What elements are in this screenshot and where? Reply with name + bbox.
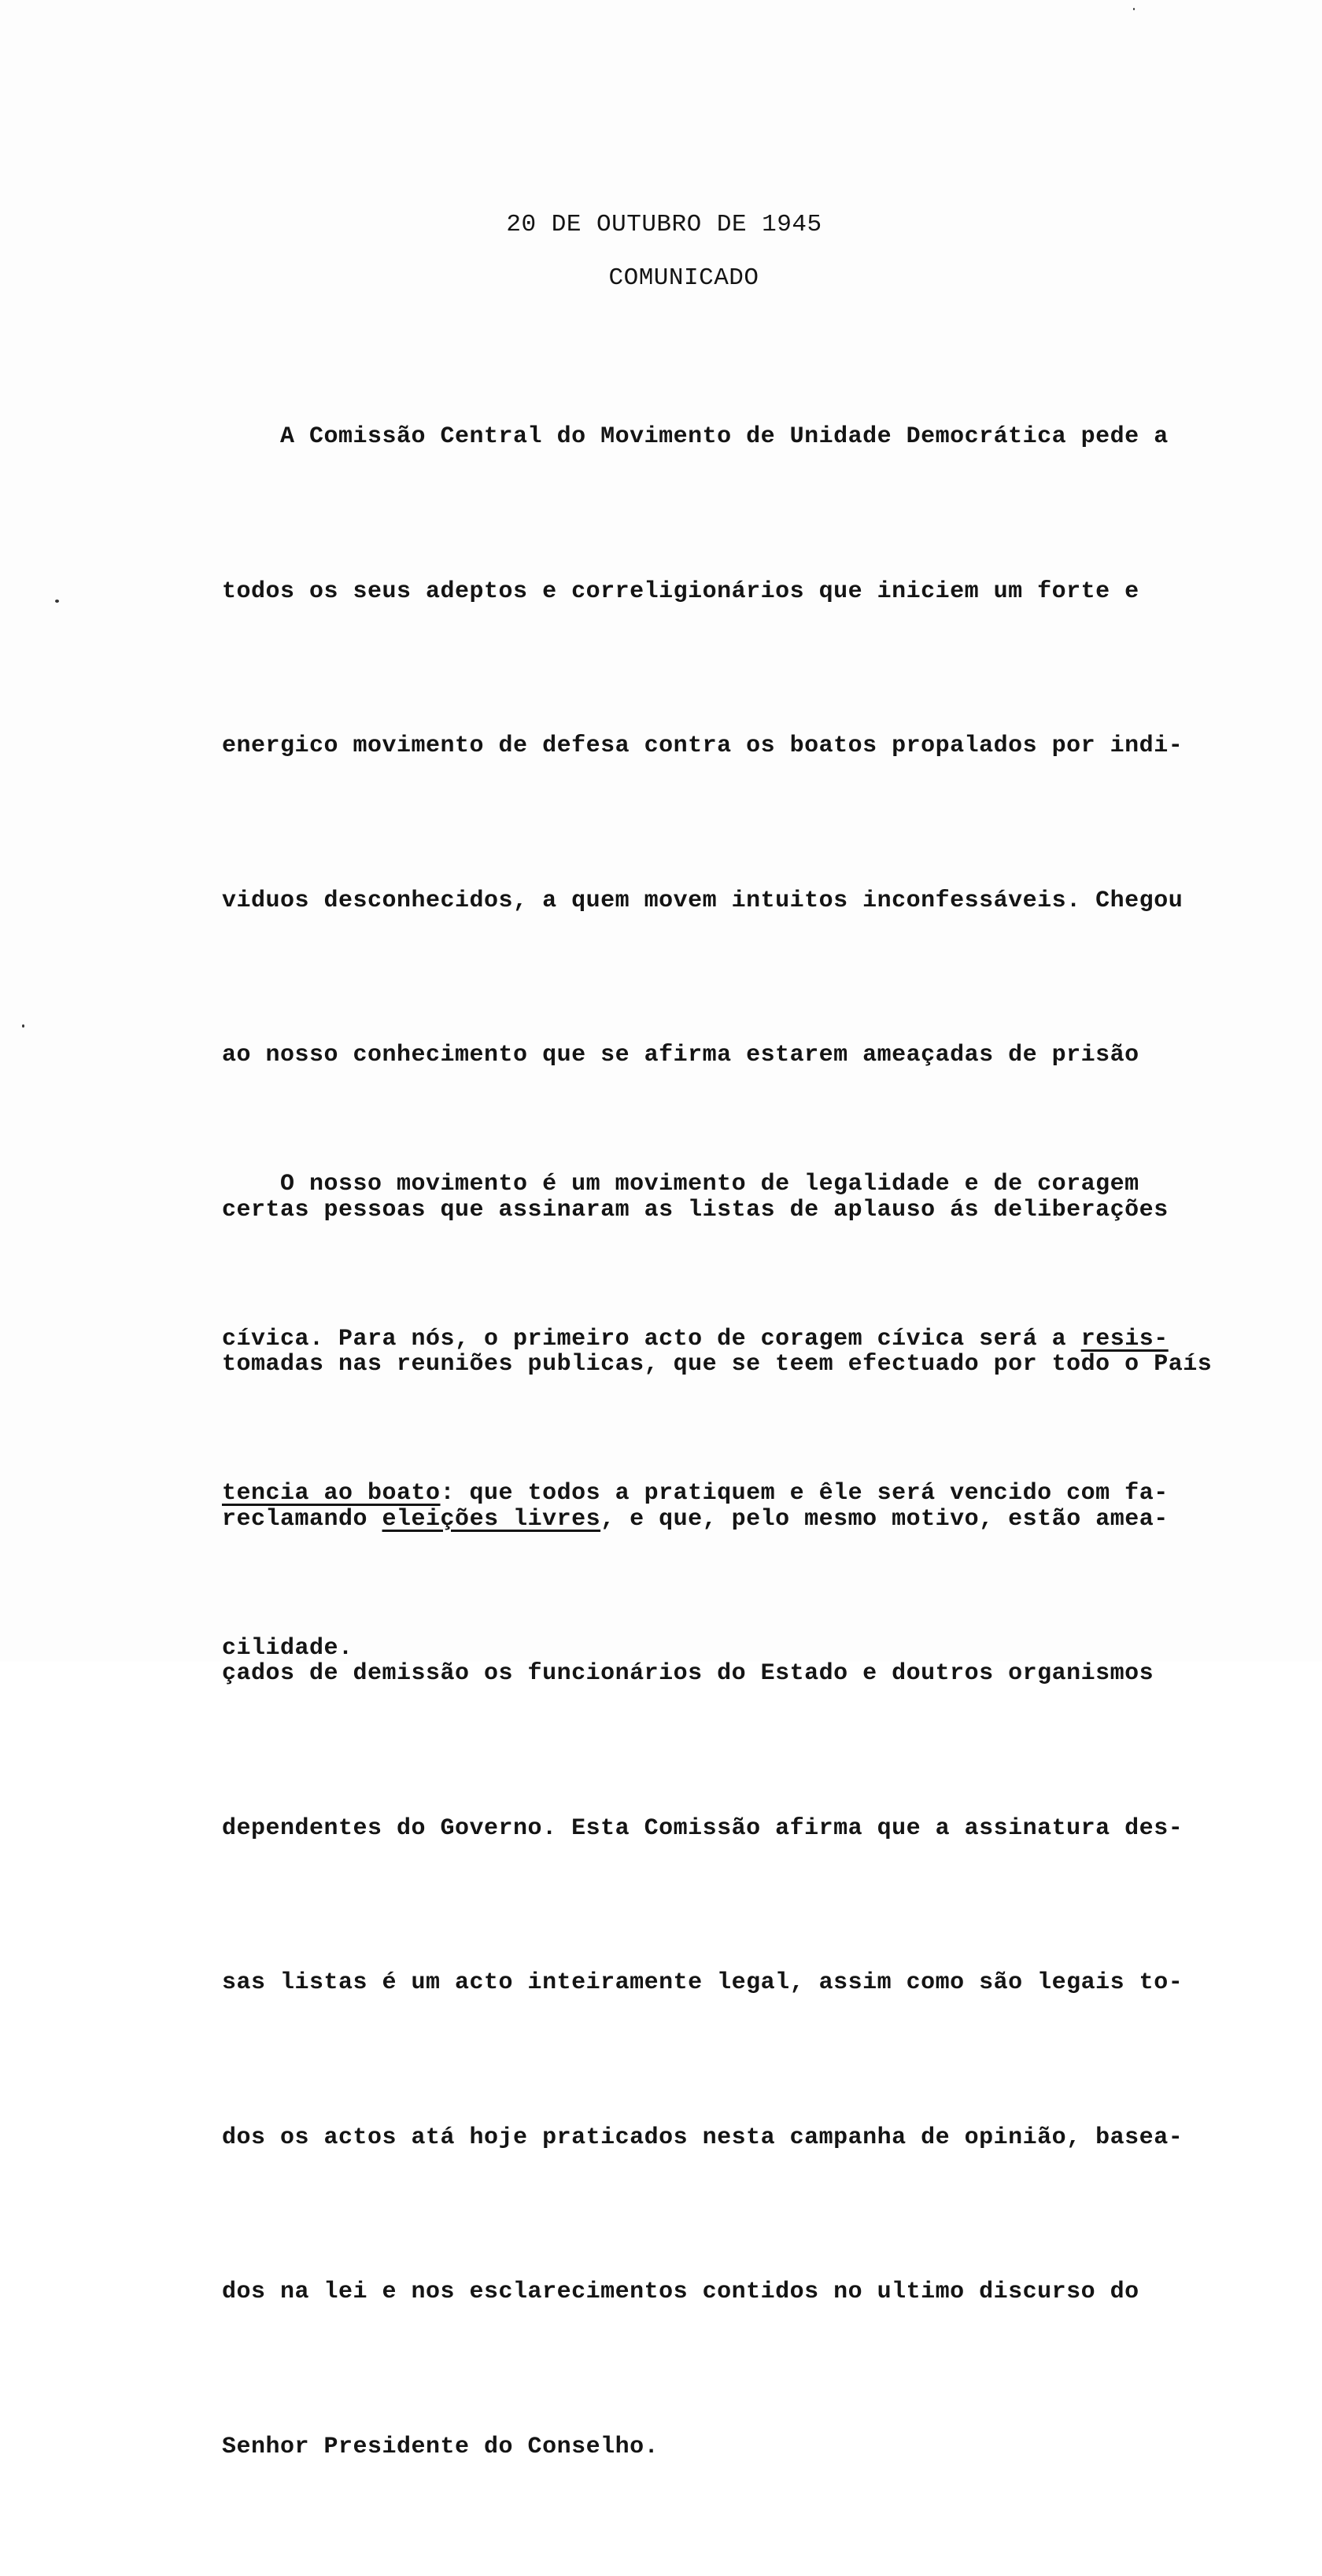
ink-speck (22, 1024, 24, 1028)
text-line: todos os seus adeptos e correligionários que iniciem um forte e (222, 578, 1139, 605)
text-line: viduos desconhecidos, a quem movem intuitos inconfessáveis. Chegou (222, 887, 1184, 914)
text-line: energico movimento de defesa contra os boatos propalados por indi- (222, 733, 1184, 759)
text-line: dos na lei e nos esclarecimentos contidos no ultimo discurso do (222, 2279, 1139, 2305)
paragraph-2 (222, 1056, 1316, 1777)
text-line: sas listas é um acto inteiramente legal, assim como são legais to- (222, 1969, 1184, 1996)
text-line: dos os actos atá hoje praticados nesta campanha de opinião, basea- (222, 2124, 1184, 2151)
text-line: Senhor Presidente do Conselho. (222, 2433, 659, 2460)
underlined-phrase: eleições livres (382, 1505, 601, 1533)
text-line: çados de demissão os funcionários do Estado e doutros organismos (222, 1660, 1154, 1687)
text-segment: , e que, pelo mesmo motivo, estão amea- (600, 1505, 1169, 1533)
document-date: 20 DE OUTUBRO DE 1945 (506, 211, 822, 238)
underlined-phrase: tencia ao boato (222, 1480, 441, 1507)
text-line: ao nosso conhecimento que se afirma estarem ameaçadas de prisão (222, 1042, 1139, 1068)
underlined-phrase: resis- (1080, 1325, 1169, 1353)
document-title: COMUNICADO (608, 264, 759, 292)
text-segment: : que todos a pratiquem e êle será vencido com fa- (440, 1480, 1169, 1507)
text-line: cilidade. (222, 1634, 353, 1662)
text-segment: cívica. Para nós, o primeiro acto de coragem cívica será a (222, 1325, 1081, 1353)
text-line (222, 1314, 1316, 1366)
ink-speck (55, 600, 59, 603)
text-line: tomadas nas reuniões publicas, que se teem efectuado por todo o País (222, 1351, 1213, 1378)
text-line: A Comissão Central do Movimento de Unidade Democrática pede a (222, 423, 1169, 450)
ink-speck (1133, 8, 1135, 10)
text-line: O nosso movimento é um movimento de legalidade e de coragem (222, 1171, 1139, 1198)
text-line: certas pessoas que assinaram as listas de aplauso ás deliberações (222, 1196, 1169, 1223)
text-line: dependentes do Governo. Esta Comissão afirma que a assinatura des- (222, 1814, 1184, 1842)
text-line (222, 1468, 1316, 1520)
text-segment: reclamando (222, 1505, 382, 1533)
